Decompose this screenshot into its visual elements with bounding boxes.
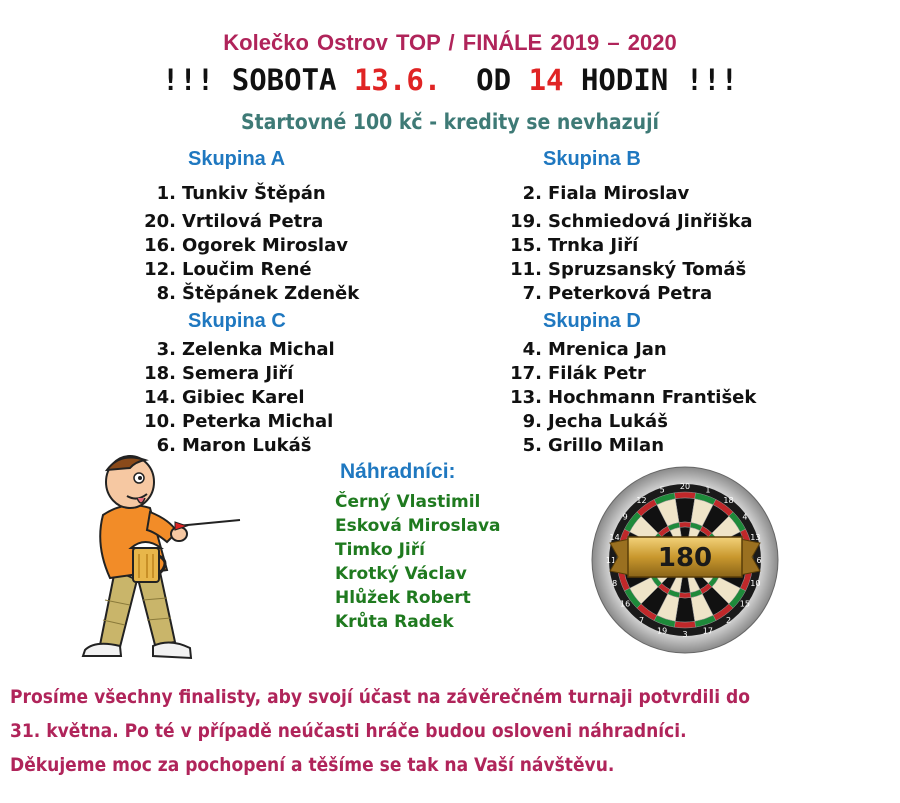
- event-mid: OD: [441, 63, 529, 97]
- closing-note: [10, 680, 890, 782]
- list-item: 20. Vrtilová Petra: [144, 211, 324, 232]
- event-announcement: [0, 63, 900, 97]
- dartboard-number: 14: [609, 533, 620, 543]
- list-item: 11. Spruzsanský Tomáš: [510, 259, 747, 280]
- substitutes-list: [335, 490, 501, 634]
- dartboard-180-icon: [590, 465, 780, 655]
- group-b-list: [506, 182, 753, 306]
- list-item: 16. Ogorek Miroslav: [144, 235, 348, 256]
- list-item: 13. Hochmann František: [510, 387, 757, 408]
- dartboard-number: 8: [612, 578, 618, 588]
- list-item: 17. Filák Petr: [510, 363, 646, 384]
- note-line-1: Prosíme všechny finalisty, aby svojí účast na závěrečném turnaji potvrdili do: [10, 686, 750, 708]
- dartboard-number: 15: [739, 599, 750, 609]
- list-item: 4. Mrenica Jan: [522, 339, 667, 360]
- group-d-list: [506, 338, 756, 458]
- dartboard-number: 4: [742, 512, 748, 522]
- dartboard-number: 12: [636, 496, 647, 506]
- note-line-3: Děkujeme moc za pochopení a těšíme se tak na Vaší návštěvu.: [10, 754, 615, 776]
- dart-player-cartoon: [75, 450, 250, 665]
- dartboard-number: 13: [750, 533, 761, 543]
- list-item: Timko Jiří: [335, 540, 425, 560]
- list-item: 3. Zelenka Michal: [156, 339, 335, 360]
- list-item: Krotký Václav: [335, 564, 467, 584]
- dartboard-number: 7: [638, 615, 645, 625]
- list-item: 18. Semera Jiří: [144, 363, 294, 384]
- list-item: Esková Miroslava: [335, 516, 501, 536]
- list-item: 7. Peterková Petra: [522, 283, 713, 304]
- list-item: 19. Schmiedová Jinřiška: [510, 211, 753, 232]
- event-suffix: HODIN !!!: [563, 63, 739, 97]
- list-item: 15. Trnka Jiří: [510, 235, 639, 256]
- event-hour: 14: [528, 63, 564, 97]
- list-item: Krůta Radek: [335, 612, 454, 632]
- dartboard-segment: [679, 522, 691, 527]
- group-a-list: [140, 182, 359, 306]
- list-item: 10. Peterka Michal: [144, 411, 334, 432]
- dartboard-number: 18: [723, 496, 734, 506]
- list-item: 6. Maron Lukáš: [156, 435, 312, 456]
- list-item: 1. Tunkiv Štěpán: [156, 183, 326, 204]
- list-item: 5. Grillo Milan: [522, 435, 665, 456]
- group-c-title: Skupina C: [188, 310, 286, 332]
- page-title: Kolečko Ostrov TOP / FINÁLE 2019 – 2020: [223, 30, 677, 55]
- list-item: 2. Fiala Miroslav: [522, 183, 690, 204]
- dartboard-number: 2: [725, 615, 732, 625]
- dartboard-number: 6: [756, 556, 762, 565]
- dartboard-segment: [679, 593, 691, 598]
- list-item: 9. Jecha Lukáš: [522, 411, 668, 432]
- dartboard-number: 16: [620, 599, 631, 609]
- group-c-list: [140, 338, 335, 458]
- dartboard-number: 11: [605, 556, 617, 565]
- event-prefix: !!! SOBOTA: [161, 63, 354, 97]
- list-item: 14. Gibiec Karel: [144, 387, 305, 408]
- list-item: Hlůžek Robert: [335, 588, 471, 608]
- list-item: Černý Vlastimil: [335, 492, 481, 512]
- dartboard-number: 5: [659, 485, 665, 495]
- group-a-title: Skupina A: [188, 148, 286, 170]
- dartboard-number: 20: [679, 482, 691, 491]
- dartboard-number: 19: [657, 626, 668, 636]
- dartboard-number: 17: [702, 626, 713, 636]
- group-b-title: Skupina B: [543, 148, 641, 170]
- note-line-2: 31. května. Po té v případě neúčasti hráče budou osloveni náhradníci.: [10, 720, 687, 742]
- entry-fee-note: Startovné 100 kč - kredity se nevhazují: [240, 110, 660, 134]
- dartboard-number: 10: [750, 578, 761, 588]
- substitutes-title: Náhradníci:: [340, 460, 456, 483]
- list-item: 8. Štěpánek Zdeněk: [156, 283, 360, 304]
- dartboard-number: 3: [682, 630, 688, 639]
- list-item: 12. Loučim René: [144, 259, 312, 280]
- badge-180-text: 180: [657, 543, 713, 573]
- dartboard-number: 9: [622, 512, 628, 522]
- dartboard-number: 1: [705, 485, 711, 495]
- group-d-title: Skupina D: [543, 310, 641, 332]
- event-date: 13.6.: [353, 63, 442, 97]
